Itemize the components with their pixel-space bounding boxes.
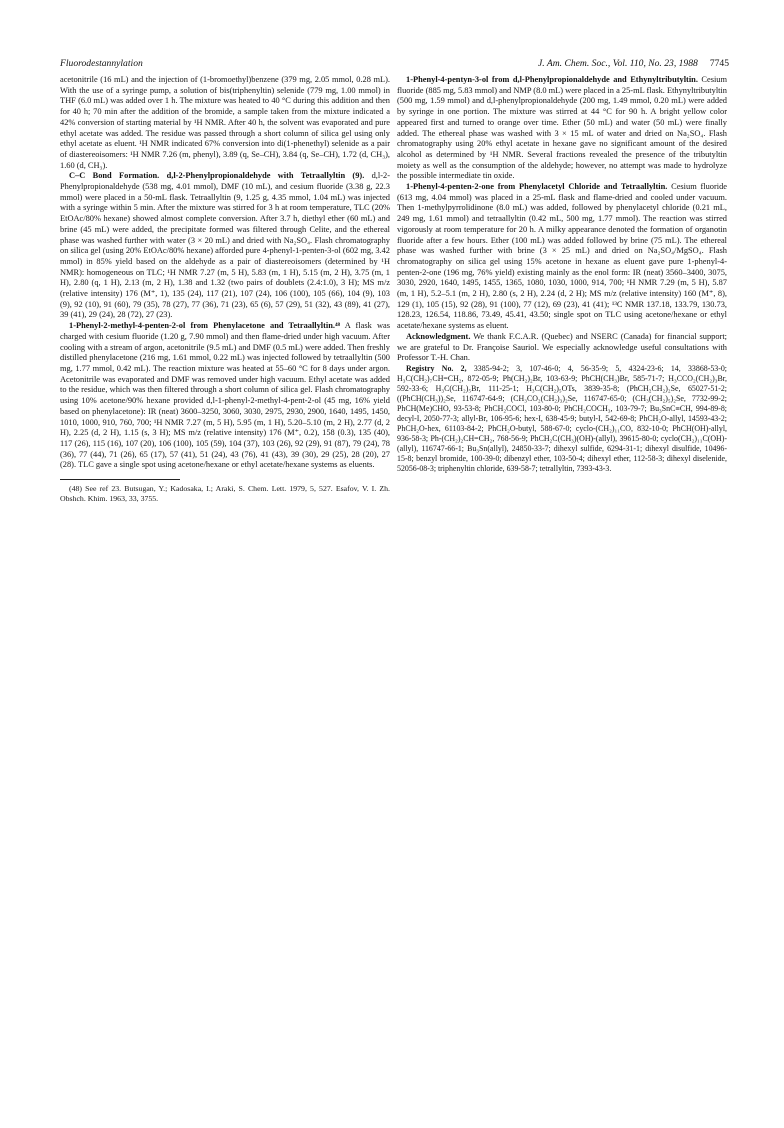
paragraph-body: A flask was charged with cesium fluoride (1.20 g, 7.90 mmol) and then flame-dried under high vacuum. After cooling with a stream of argon, acetonitrile (9.5 mL) and DMF (0.5 mL) were added. Then freshly distilled phenylacetone (216 mg, 1.61 mmol, 0.22 mL) was injected followed by tetraallyltin (500 mg, 1.77 mmol, 0.42 mL). The reaction mixture was heated at 55–60 °C for 8 days under argon. Acetonitrile was evaporated and DMF was removed under high vacuum. Ethyl acetate was added to the residue, which was then filtered through a short column of silica gel. Flash chromatography using 10% acetone/90% hexane provided d,l-1-phenyl-2-methyl-4-pent-2-ol (45 mg, 16% yield based on phenylacetone): IR (neat) 3600–3250, 3060, 3030, 2975, 2930, 2900, 1640, 1495, 1450, 1010, 1000, 910, 760, 700; ¹H NMR 7.27 (m, 5 H), 5.95 (m, 1 H), 5.20–5.10 (m, 2 H), 2.77 (d, 2 H), 2.25 (d, 2 H), 1.15 (s, 3 H); MS m/z (relative intensity) 176 (M⁺, 0.2), 158 (0.3), 135 (40), 117 (26), 115 (16), 107 (20), 106 (100), 105 (59), 104 (37), 103 (26), 92 (29), 91 (87), 79 (24), 78 (36), 77 (44), 71 (26), 65 (17), 57 (41), 51 (24), 43 (76), 41 (43), 39 (30), 29 (25), 28 (20), 27 (28). TLC gave a single spot using acetone/hexane or ethyl acetate/hexane systems as eluents. [60,321,390,470]
footnote-48: (48) See ref 23. Butsugan, Y.; Kadosaka, I.; Araki, S. Chem. Lett. 1979, 5, 527. Esafov, V. I. Zh. Obshch. Khim. 1963, 33, 3755. [60,484,390,503]
left-column [60,75,390,503]
section-heading-phenylacetyl: 1-Phenyl-4-penten-2-one from Phenylacetyl Chloride and Tetraallyltin. [406,182,668,192]
paragraph-body: d,l-2-Phenylpropionaldehyde (538 mg, 4.01 mmol), DMF (10 mL), and cesium fluoride (3.38 g, 22.3 mmol) were placed in a 50-mL flask. Tetraallyltin (9, 1.25 g, 4.35 mmol, 1.04 mL) was injected with a syringe within 5 min. After the mixture was stirred for 3 h at room temperature, TLC (20% EtOAc/80% hexane) showed almost complete conversion. After 3.7 h, diethyl ether (60 mL) and brine (45 mL) were added, the precipitate formed was filtered through Celite, and the ethereal phase was washed further with water (3 × 20 mL) and dried with Na₂SO₄. Flash chromatography on silica gel (using 20% EtOAc/80% hexane) afforded pure 4-phenyl-1-penten-3-ol (602 mg, 3.42 mmol) in 85% yield based on the aldehyde as a pair of diastereoisomers (determined by ¹H NMR): homogeneous on TLC; ¹H NMR 7.27 (m, 5 H), 5.83 (m, 1 H), 5.15 (m, 2 H), 3.75 (m, 1 H), 2.80 (q, 1 H), 2.13 (m, 2 H), 1.38 and 1.32 (two pairs of doublets (2.4:1.0), 3 H); MS m/z (relative intensity) 176 (M⁺, 1), 135 (24), 117 (21), 107 (24), 106 (100), 105 (66), 104 (9), 103 (9), 92 (10), 91 (60), 79 (35), 78 (27), 77 (36), 71 (23), 65 (6), 57 (29), 51 (32), 43 (89), 41 (27), 39 (41), 29 (24), 28 (72), 27 (23). [60,171,390,320]
right-column [397,75,727,474]
section-heading-phenylacetone: 1-Phenyl-2-methyl-4-penten-2-ol from Phenylacetone and Tetraallyltin.⁴⁸ [69,321,341,331]
section-heading-ethynyl: 1-Phenyl-4-pentyn-3-ol from d,l-Phenylpropionaldehyde and Ethynyltributyltin. [406,75,698,84]
section-heading-cc-bond: C–C Bond Formation. d,l-2-Phenylpropionaldehyde with Tetraallyltin (9). [69,171,365,181]
footnote-divider [60,479,180,480]
registry-numbers [397,364,727,474]
paragraph-body: Cesium fluoride (613 mg, 4.04 mmol) was placed in a 25-mL flask and flame-dried and cooled under vacuum. Then 1-methylpyrrolidinone (8.0 mL) was added, followed by phenylacetyl chloride (0.21 mL, 249 mg, 1.61 mmol) and tetraallyltin (0.42 mL, 500 mg, 1.77 mmol). The reaction was stirred vigorously at room temperature for 20 h. A milky appearance denoted the formation of organotin fluoride after a few hours. Ether (100 mL) was added followed by brine (75 mL). The ethereal phase was washed further with brine (3 × 25 mL) and dried on Na₂SO₄/MgSO₄. Flash chromatography on silica gel using 15% acetone in hexane as eluent gave pure 1-phenyl-4-penten-2-one (196 mg, 76% yield) existing mainly as the enol form: IR (neat) 3560–3400, 3075, 3030, 2920, 1640, 1495, 1455, 1365, 1080, 1030, 1000, 914, 700; ¹H NMR 7.29 (m, 5 H), 5.87 (m, 1 H), 5.2–5.1 (m, 2 H), 2.80 (s, 2 H), 2.24 (d, 2 H); MS m/z (relative intensity) 160 (M⁺, 8), 129 (1), 105 (15), 92 (28), 91 (100), 77 (12), 69 (23), 41 (41); ¹³C NMR 137.18, 133.79, 130.73, 128.23, 126.54, 118.86, 73.49, 45.41, 43.50; single spot on TLC using acetone/hexane or ethyl acetate/hexane systems as eluent. [397,182,727,331]
paragraph-phenylacetyl-chloride [397,182,727,332]
journal-citation: J. Am. Chem. Soc., Vol. 110, No. 23, 1988 [538,58,698,69]
paragraph-ethynyltributyltin [397,75,727,182]
acknowledgment [397,332,727,364]
paragraph-cc-bond-formation [60,171,390,321]
paragraph-phenylacetone-allylation [60,321,390,471]
registry-body: 3385-94-2; 3, 107-46-0; 4, 56-35-9; 5, 4324-23-6; 14, 33868-53-0; H₃C(CH₂)₇CH=CH₂, 872-05-9; Ph(CH₂)₂Br, 103-63-9; PhCH(CH₃)Br, 585-71-7; H₃CCO₂(CH₂)₃Br, 592-33-6; H₃C(CH₂)₅Br, 111-25-1; H₃C(CH₂)₅OTs, 3839-35-8; (PhCH₂CH₂)₂Se, 65027-51-2; ((PhCH(CH₃))₂Se, 116747-64-9; (CH₃CO₂(CH₂)₃)₂Se, 116747-65-0; (CH₃(CH₂)₅)₂Se, 7732-99-2; PhCH(Me)CHO, 93-53-8; PhCH₂COCl, 103-80-0; PhCH₂COCH₃, 103-79-7; Bu₃SnC≡CH, 994-89-8; decyl-I, 2050-77-3; allyl-Br, 106-95-6; hex-I, 638-45-9; butyl-I, 542-69-8; PhCH₂O-allyl, 14593-43-2; PhCH₂O-hex, 61103-84-2; PhCH₂O-butyl, 588-67-0; cyclo-(CH₂)₁₁CO, 832-10-0; PhCH(OH)-allyl, 936-58-3; Ph-(CH₂)₂CH=CH₂, 768-56-9; PhCH₂C(CH₃)(OH)-(allyl), 39615-80-0; cyclo(CH₂)₁₁C(OH)-(allyl), 116747-66-1; Bu₃Sn(allyl), 24850-33-7; dihexyl sulfide, 6294-31-1; dihexyl disulfide, 10496-15-8; benzyl bromide, 100-39-0; dibenzyl ether, 103-50-4; dihexyl ether, 112-58-3; dihexyl diselenide, 52056-08-3; triphenyltin chloride, 639-58-7; tetrallyltin, 7393-43-3. [397,363,728,473]
page-number: 7745 [709,58,729,69]
journal-header [538,58,729,70]
acknowledgment-body: We thank F.C.A.R. (Quebec) and NSERC (Canada) for financial support; we are grateful to Dr. Françoise Sauriol. We especially acknowledge useful consultations with Professor T.-H. Chan. [397,331,727,363]
paragraph-body: Cesium fluoride (885 mg, 5.83 mmol) and NMP (8.0 mL) were placed in a 25-mL flask. Ethynyltributyltin (500 mg, 1.59 mmol) and d,l-phenylpropionaldehyde (200 mg, 1.49 mmol, 0.20 mL) were added by syringe in one portion. The mixture was stirred at 44 °C for 90 h. A bright yellow color appeared first and turned to orange over time. Ether (50 mL) and water (50 mL) were finally added. The ethereal phase was washed with 3 × 15 mL of water and dried on Na₂SO₄. Flash chromatography using 20% ethyl acetate in hexane gave no significant amount of the desired alcohol as determined by ¹H NMR. Several fractions revealed the presence of the tributyltin moiety as well as the consumption of the aldehyde; however, no attempt was made to hydrolyze the possible intermediate tin oxide. [397,75,728,181]
paragraph-selenide-continuation: acetonitrile (16 mL) and the injection of (1-bromoethyl)benzene (379 mg, 2.05 mmol, 0.28 mL). With the use of a syringe pump, a solution of bis(triphenyltin) selenide (779 mg, 1.00 mmol) in THF (6.0 mL) was added over 1 h. The mixture was heated to 40 °C during this addition and then for 40 h; 70 min after the addition of the bromide, a sample taken from the mixture indicated a 42% conversion of starting material by ¹H NMR. After 40 h, the solvent was evaporated and pure ethyl acetate was added. The residue was passed through a short column of silica gel using only ethyl acetate as eluent. ¹H NMR indicated 67% conversion into di(1-phenethyl) selenide as a pair of diastereoisomers: ¹H NMR 7.26 (m, phenyl), 3.89 (q, Se–CH), 3.84 (q, Se–CH), 1.72 (d, CH₃), 1.60 (d, CH₃). [60,75,390,170]
registry-heading: Registry No. 2, [406,363,467,373]
running-title: Fluorodestannylation [60,58,143,69]
acknowledgment-heading: Acknowledgment. [406,331,471,341]
